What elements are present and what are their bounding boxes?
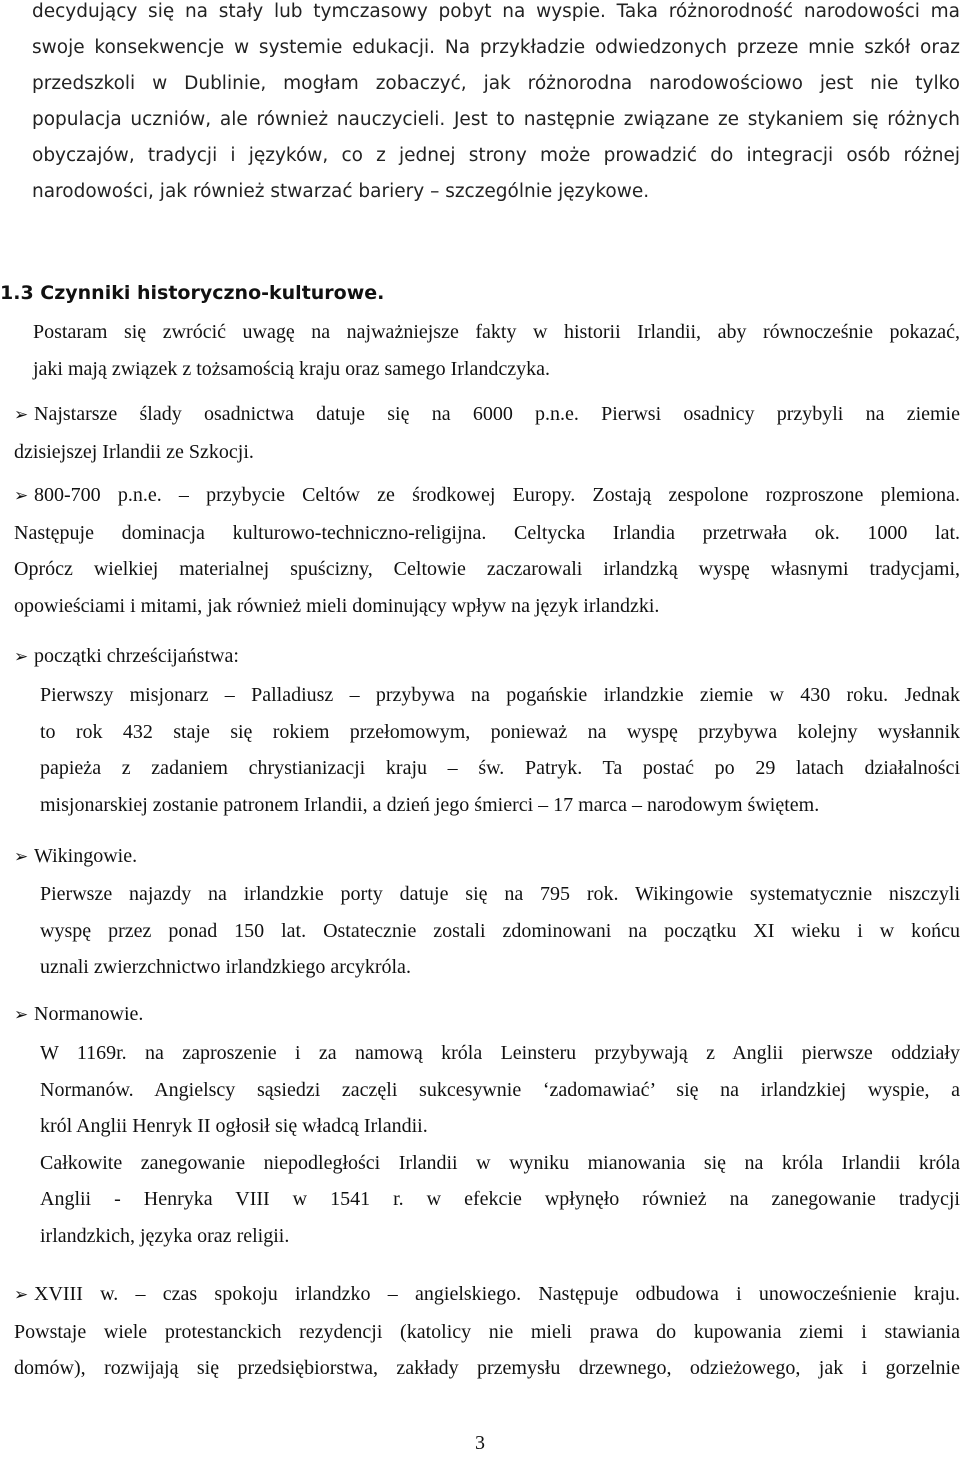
bullet-item-vikings (14, 838, 960, 876)
bullet-line: Powstaje wiele protestanckich rezydencji (katolicy nie mieli prawa do kupowania ziemi i stawiania (14, 1320, 960, 1343)
bullet-title: początki chrześcijaństwa: (34, 645, 239, 667)
bullet-line: 800-700 p.n.e. – przybycie Celtów ze środkowej Europy. Zostają zespolone rozproszone plemiona. (34, 484, 960, 506)
paragraph-line: Normanów. Angielscy sąsiedzi zaczęli sukcesywnie ‘zadomawiać’ się na irlandzkiej wyspie, a (40, 1078, 960, 1101)
paragraph-line: Całkowite zanegowanie niepodległości Irlandii w wyniku mianowania się na króla Irlandii króla (40, 1151, 960, 1174)
paragraph-line: W 1169r. na zaproszenie i za namową króla Leinsteru przybywają z Anglii pierwsze oddziały (40, 1042, 960, 1064)
bullet-title: Wikingowie. (34, 845, 138, 867)
bullet-line: domów), rozwijają się przedsiębiorstwa, zakłady przemysłu drzewnego, odzieżowego, jak i gorzelnie (14, 1357, 960, 1379)
bullet-line: Najstarsze ślady osadnictwa datuje się na 6000 p.n.e. Pierwsi osadnicy przybyli na ziemie (34, 403, 960, 425)
paragraph-line: król Anglii Henryk II ogłosił się władcą Irlandii. (40, 1115, 428, 1137)
bullet-item-normans (14, 996, 960, 1034)
arrow-bullet-icon: ➢ (14, 847, 29, 867)
paragraph-line: papieża z zadaniem chrystianizacji kraju – św. Patryk. Ta postać po 29 latach działalności (40, 757, 960, 779)
christianity-paragraph (40, 677, 960, 823)
bullet-line: opowieściami i mitami, jak również mieli dominujący wpływ na język irlandzki. (14, 594, 660, 617)
intro-line: swoje konsekwencje w systemie edukacji. Na przykładzie odwiedzonych przeze mnie szkół oraz (32, 37, 960, 58)
paragraph-line: uznali zwierzchnictwo irlandzkiego arcykróla. (40, 956, 411, 978)
page-number: 3 (475, 1432, 485, 1454)
bullet-item-settlement (14, 396, 960, 470)
vikings-paragraph (40, 876, 960, 986)
arrow-bullet-icon: ➢ (14, 647, 29, 667)
intro-line: narodowości, jak również stwarzać bariery – szczególnie językowe. (32, 181, 650, 202)
paragraph-line: Pierwsze najazdy na irlandzkie porty datuje się na 795 rok. Wikingowie systematycznie niszczyli (40, 883, 960, 905)
arrow-bullet-icon: ➢ (14, 1005, 29, 1025)
intro-line: przedszkoli w Dublinie, mogłam zobaczyć, jak różnorodna narodowościowo jest nie tylko (32, 73, 960, 94)
arrow-bullet-icon: ➢ (14, 1285, 29, 1305)
intro-paragraph (32, 0, 960, 210)
bullet-title: Normanowie. (34, 1003, 144, 1025)
paragraph-line: wyspę przez ponad 150 lat. Ostatecznie zostali zdominowani na początku XI wieku i w końcu (40, 919, 960, 942)
section-intro-line: jaki mają związek z tożsamością kraju oraz samego Irlandczyka. (33, 357, 550, 380)
bullet-item-christianity (14, 638, 960, 676)
section-intro-line: Postaram się zwrócić uwagę na najważniejsze fakty w historii Irlandii, aby równocześnie pokazać, (33, 321, 960, 343)
section-heading: 1.3 Czynniki historyczno-kulturowe. (0, 282, 385, 304)
paragraph-line: Anglii - Henryka VIII w 1541 r. w efekcie wpłynęło również na zanegowanie tradycji (40, 1188, 960, 1210)
bullet-item-18th-century (14, 1276, 960, 1387)
arrow-bullet-icon: ➢ (14, 486, 29, 506)
section-intro-paragraph (33, 314, 960, 387)
paragraph-line: misjonarskiej zostanie patronem Irlandii, a dzień jego śmierci – 17 marca – narodowym świętem. (40, 793, 820, 816)
paragraph-line: to rok 432 staje się rokiem przełomowym, ponieważ na wyspę przybywa kolejny wysłannik (40, 720, 960, 743)
bullet-line: dzisiejszej Irlandii ze Szkocji. (14, 440, 254, 463)
arrow-bullet-icon: ➢ (14, 405, 29, 425)
paragraph-line: irlandzkich, języka oraz religii. (40, 1224, 290, 1247)
bullet-item-celts (14, 477, 960, 624)
bullet-line: XVIII w. – czas spokoju irlandzko – angielskiego. Następuje odbudowa i unowocześnienie kraju. (34, 1283, 960, 1305)
intro-line: decydujący się na stały lub tymczasowy pobyt na wyspie. Taka różnorodność narodowości ma (32, 1, 960, 22)
normans-paragraph (40, 1035, 960, 1254)
intro-line: obyczajów, tradycji i języków, co z jednej strony może prowadzić do integracji osób różnej (32, 145, 960, 166)
paragraph-line: Pierwszy misjonarz – Palladiusz – przybywa na pogańskie irlandzkie ziemie w 430 roku. Jednak (40, 684, 960, 706)
bullet-line: Następuje dominacja kulturowo-techniczno-religijna. Celtycka Irlandia przetrwała ok. 1000 lat. (14, 521, 960, 544)
bullet-line: Oprócz wielkiej materialnej spuścizny, Celtowie zaczarowali irlandzką wyspę własnymi tradycjami, (14, 558, 960, 580)
intro-line: populacja uczniów, ale również nauczycieli. Jest to następnie związane ze stykaniem się różnych (32, 109, 960, 130)
